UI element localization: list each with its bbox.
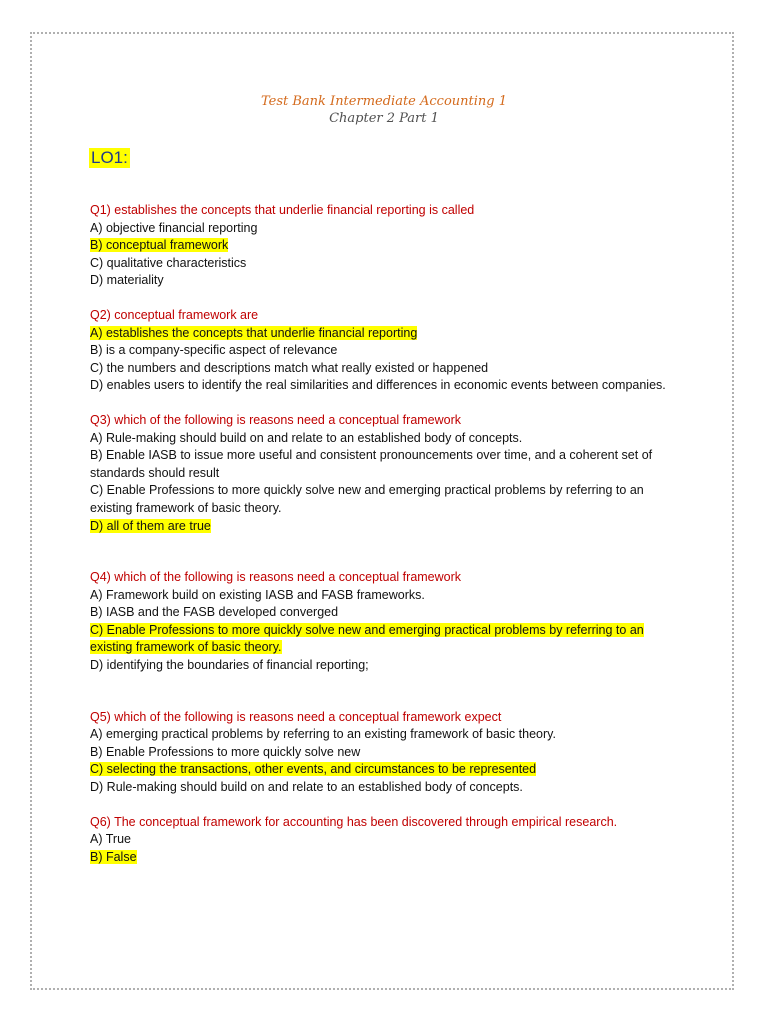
option-c: C) the numbers and descriptions match what really existed or happened	[90, 360, 489, 375]
option-b-correct: B) False	[90, 849, 137, 864]
option-b: B) Enable Professions to more quickly solve new	[90, 744, 361, 759]
question-5	[90, 709, 680, 797]
document-title: Test Bank Intermediate Accounting 1	[260, 94, 507, 109]
question-1	[90, 202, 680, 290]
question-6	[90, 814, 680, 867]
option-a: A) objective financial reporting	[90, 220, 258, 235]
option-a: A) Framework build on existing IASB and FASB frameworks.	[90, 587, 425, 602]
document-subtitle: Chapter 2 Part 1	[329, 111, 439, 126]
question-text: Q1) establishes the concepts that underlie financial reporting is called	[90, 203, 475, 217]
question-text: Q2) conceptual framework are	[90, 307, 259, 322]
option-b: B) is a company-specific aspect of relevance	[90, 343, 338, 358]
question-2	[90, 307, 680, 395]
option-d: D) identifying the boundaries of financial reporting;	[90, 658, 369, 673]
question-3	[90, 412, 680, 535]
option-a: A) True	[90, 832, 131, 847]
option-d-correct: D) all of them are true	[90, 518, 211, 533]
question-4	[90, 569, 680, 675]
question-text: Q4) which of the following is reasons need a conceptual framework	[90, 570, 462, 585]
question-text: Q5) which of the following is reasons need a conceptual framework expect	[90, 709, 502, 724]
option-a: A) emerging practical problems by referring to an existing framework of basic theory.	[90, 727, 556, 742]
question-text: Q6) The conceptual framework for accounting has been discovered through empirical research.	[90, 814, 618, 829]
option-c: C) Enable Professions to more quickly solve new and emerging practical problems by referring to an existing framework of basic theory.	[90, 483, 644, 515]
option-d: D) enables users to identify the real similarities and differences in economic events between companies.	[90, 378, 666, 393]
option-c: C) qualitative characteristics	[90, 255, 247, 270]
option-a-correct: A) establishes the concepts that underlie financial reporting	[90, 325, 418, 340]
section-label: LO1:	[91, 148, 128, 167]
option-d: D) Rule-making should build on and relate to an established body of concepts.	[90, 780, 523, 795]
option-b: B) Enable IASB to issue more useful and consistent pronouncements over time, and a coherent set of standards should result	[90, 448, 653, 480]
option-d: D) materiality	[90, 273, 164, 288]
option-c-correct: C) selecting the transactions, other events, and circumstances to be represented	[90, 762, 537, 777]
option-b-correct: B) conceptual framework	[90, 238, 229, 253]
question-list	[90, 202, 680, 866]
option-a: A) Rule-making should build on and relate to an established body of concepts.	[90, 430, 523, 445]
option-c-correct: C) Enable Professions to more quickly solve new and emerging practical problems by referring to an existing framework of basic theory.	[90, 622, 644, 655]
question-text: Q3) which of the following is reasons need a conceptual framework	[90, 412, 462, 427]
option-b: B) IASB and the FASB developed converged	[90, 605, 339, 620]
